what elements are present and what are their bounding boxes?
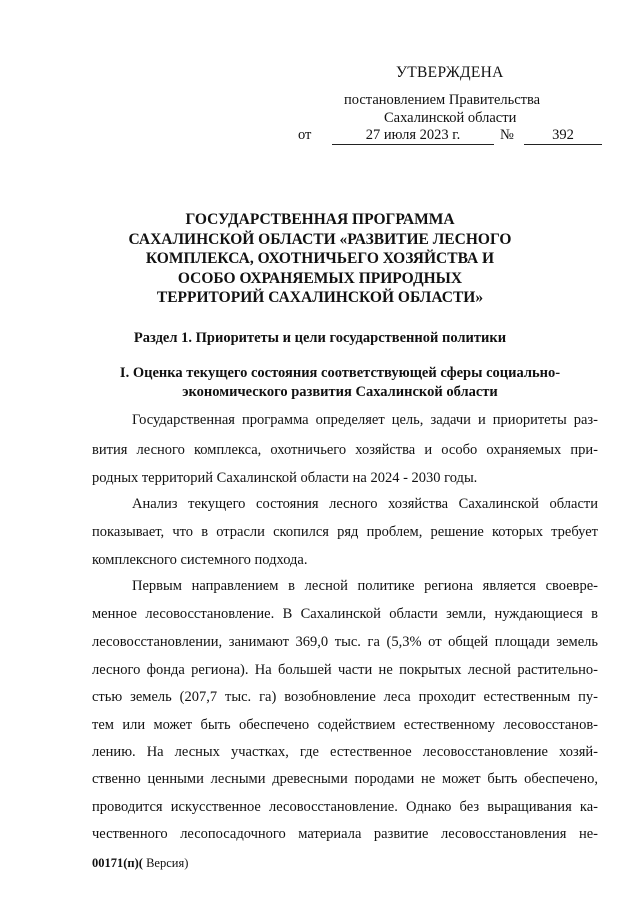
- paragraph-line: проводится искусственное лесовосстановление. Однако без выращивания ка-: [92, 799, 598, 815]
- footer-code: 00171(п)(: [92, 856, 143, 870]
- program-title-line: ГОСУДАРСТВЕННАЯ ПРОГРАММА: [185, 211, 455, 228]
- paragraph-line: родных территорий Сахалинской области на 2024 - 2030 годы.: [92, 470, 478, 486]
- paragraph-line: менное лесовосстановление. В Сахалинской области земли, нуждающиеся в: [92, 606, 598, 622]
- program-title-line: ОСОБО ОХРАНЯЕМЫХ ПРИРОДНЫХ: [177, 269, 463, 287]
- program-title-line: ТЕРРИТОРИЙ САХАЛИНСКОЙ ОБЛАСТИ»: [156, 289, 484, 306]
- section-heading: Раздел 1. Приоритеты и цели государственной политики: [133, 330, 507, 346]
- paragraph-line: Анализ текущего состояния лесного хозяйства Сахалинской области: [132, 496, 598, 512]
- from-label: от: [298, 127, 312, 143]
- approval-date: 27 июля 2023 г.: [332, 127, 494, 145]
- paragraph-line: Первым направлением в лесной политике региона является своевре-: [132, 578, 598, 594]
- approval-line-2: Сахалинской области: [384, 110, 517, 126]
- paragraph-line: лесного фонда региона). На большей части не покрытых лесной растительно-: [92, 662, 598, 678]
- approval-title: УТВЕРЖДЕНА: [396, 64, 504, 81]
- subsection-heading-line: I. Оценка текущего состояния соответствующей сферы социально-: [119, 365, 561, 381]
- program-title-line: САХАЛИНСКОЙ ОБЛАСТИ «РАЗВИТИЕ ЛЕСНОГО: [128, 230, 512, 248]
- paragraph-line: комплексного системного подхода.: [92, 552, 308, 568]
- paragraph-line: лесовосстановлении, занимают 369,0 тыс. га (5,3% от общей площади земель: [92, 634, 598, 650]
- paragraph-line: стью земель (207,7 тыс. га) возобновление леса проходит естественным пу-: [92, 689, 598, 705]
- program-title: [100, 210, 540, 308]
- footer-version-label: Версия): [142, 856, 189, 870]
- program-title-line: КОМПЛЕКСА, ОХОТНИЧЬЕГО ХОЗЯЙСТВА И: [145, 250, 495, 267]
- approval-line-1: постановлением Правительства: [344, 92, 541, 108]
- paragraph-line: вития лесного комплекса, охотничьего хозяйства и особо охраняемых при-: [92, 442, 598, 458]
- subsection-heading-line: экономического развития Сахалинской области: [182, 384, 498, 400]
- subsection-heading: [80, 364, 600, 402]
- paragraph-line: лению. На лесных участках, где естественное лесовосстановление хозяй-: [92, 744, 598, 760]
- paragraph-line: ственно ценными лесными древесными породами не может быть обеспечено,: [92, 771, 598, 787]
- approval-number: 392: [524, 127, 602, 145]
- paragraph-line: Государственная программа определяет цель, задачи и приоритеты раз-: [132, 412, 598, 428]
- paragraph-line: чественного лесопосадочного материала развитие лесовосстановления не-: [92, 826, 598, 842]
- paragraph-line: тем или может быть обеспечено содействием естественному лесовосстанов-: [92, 717, 598, 733]
- number-label: №: [500, 127, 514, 143]
- paragraph-line: показывает, что в отрасли скопился ряд проблем, решение которых требует: [92, 524, 598, 540]
- footer-version: [92, 856, 188, 871]
